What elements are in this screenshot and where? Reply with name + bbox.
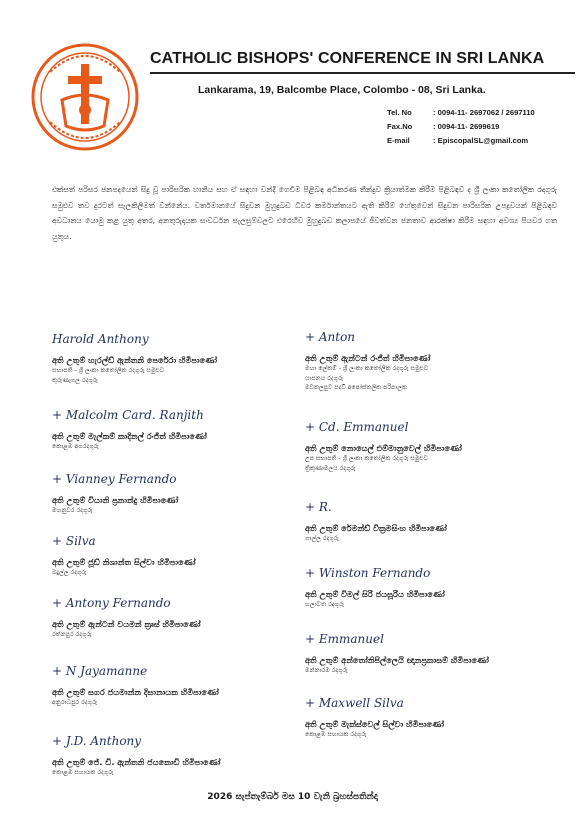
signature-block	[52, 472, 322, 516]
signatory-title: මහනුවර රදගුරු	[52, 507, 93, 514]
signatory-name: අති උතුම් මැල්කම් කාදිනල් රංජිත් හිමිපාණෝ	[52, 431, 207, 441]
signature-block	[52, 408, 322, 452]
handwritten-signature: + J.D. Anthony	[52, 734, 142, 748]
signatory-title: කොළඹ සහායක රදගුරු	[305, 731, 367, 738]
signatory-title: හලාවත රදගුරු	[305, 601, 345, 608]
signatory-name: අති උතුම් රේමන්ඩ් වික්‍රමසිංහ හිමිපාණෝ	[305, 523, 447, 533]
signature-block	[305, 632, 575, 676]
signature-block	[305, 566, 575, 610]
signatory-title: ත්‍රිකුණාමලය රදගුරු	[305, 464, 356, 472]
signatory-name: අති උතුම් සගර ජයමාන්න දිසානායක හිමිපාණෝ	[52, 687, 219, 697]
signature-block	[305, 330, 575, 393]
handwritten-signature: + Malcolm Card. Ranjith	[52, 408, 204, 422]
signatory-title: මඩකලපුව පදවි අපෝස්තලික පරිපාලක	[305, 384, 408, 391]
handwritten-signature: + Maxwell Silva	[305, 696, 404, 710]
statement-paragraph: එක්සත් පරිසර ජනපදයෙන් සිදු වූ පාරිසරික හානිය සහ ඒ සඳහා වන්දි ගෙවීම පිළිබඳ අධිකරණ තීන්දුව ක්‍රියාත්මක කිරීම පිළිබඳව ද ශ්‍රී ලංකා කතෝලික රදගුරු සමුළුව තව දුරටත් සැලකිලිමත් වන්නේය. වර්තමානයේ සිදුවන මුහුදුබඩ ධීවර කර්මාන්තයට ඇති කිරීම් හේතුවෙන් සිදුවන පාරිසරික උපද්‍රවයන් පිළිබඳව අවධානය යොමු කළ යුතු අතර, අනතුරුදායක සංවර්ධන සැලසුම්වලට එරෙහිව මුහුදුබඩ කලාපයේ ජීවත්වන ජනතාව ආරක්ෂා කිරීම සඳහා අවශ්‍ය පියවර ගත යුතුය.	[52, 185, 557, 241]
signatory-name: අති උතුම් මැක්ස්වෙල් සිල්වා හිමිපාණෝ	[305, 719, 445, 729]
handwritten-signature: + Antony Fernando	[52, 596, 171, 610]
handwritten-signature: + N Jayamanne	[52, 664, 148, 678]
signatory-name: අති උතුම් විමල් සිරි ජයසූරිය හිමිපාණෝ	[305, 589, 445, 599]
signatory-title: කුරුණෑගල රදගුරු	[52, 376, 99, 384]
signatory-title: අනුරාධපුර රදගුරු	[52, 699, 98, 706]
signature-block	[52, 332, 322, 385]
contact-block	[387, 106, 535, 148]
signatory-title: කොළඹ සහායක රදගුරු	[52, 769, 114, 776]
signatory-title: මන්නාරම රදගුරු	[305, 667, 348, 674]
signatory-name: අති උතුම් ඇන්ටන් වයමන් ක්‍රෘස් හිමිපාණෝ	[52, 619, 201, 629]
signatory-title: කොළඹ අගරදගුරු	[52, 443, 99, 450]
handwritten-signature: + Anton	[305, 330, 356, 344]
signature-block	[52, 596, 322, 640]
signature-block	[52, 664, 322, 708]
signature-block	[305, 696, 575, 740]
handwritten-signature: + Emmanuel	[305, 632, 384, 646]
signatory-title: ගාල්ල රදගුරු	[305, 535, 339, 542]
organization-address: Lankarama, 19, Balcombe Place, Colombo - 08, Sri Lanka.	[198, 84, 486, 96]
signatory-name: අති උතුම් නොයෙල් එම්මානුවෙල් හිමිපාණෝ	[305, 443, 462, 453]
handwritten-signature: + Silva	[52, 534, 96, 548]
document-date: 2026 සැප්තැම්බර් මස 10 වැනි බ්‍රහස්පතින්දා	[207, 792, 378, 802]
header-divider	[150, 72, 575, 74]
organization-name: CATHOLIC BISHOPS' CONFERENCE IN SRI LANKA	[150, 50, 545, 67]
signatory-title: යාපනය රදගුරු	[305, 374, 344, 382]
signatory-name: අති උතුම් වියානි ප්‍රනාන්දු හිමිපාණෝ	[52, 495, 179, 505]
signature-block	[52, 734, 322, 778]
signatory-name: අති උතුම් හැරල්ඩ් ඇන්තනි පෙරේරා හිමිපාණෝ	[52, 355, 218, 365]
handwritten-signature: + Winston Fernando	[305, 566, 431, 580]
contact-fax: Fax.No : 0094-11- 2699619	[387, 122, 500, 131]
handwritten-signature: + Cd. Emmanuel	[305, 420, 409, 434]
contact-email: E-mail : EpiscopalSL@gmail.com	[387, 136, 529, 145]
signature-block	[305, 500, 575, 544]
signatory-title: රත්නපුර රදගුරු	[52, 631, 92, 638]
conference-logo	[30, 42, 140, 152]
handwritten-signature: Harold Anthony	[52, 332, 149, 346]
handwritten-signature: + R.	[305, 500, 332, 514]
contact-tel: Tel. No : 0094-11- 2697062 / 2697110	[387, 108, 535, 117]
signatory-name: අති උතුම් ජේ. ඩී. ඇන්තනි ජයකොඩි හිමිපාණෝ	[52, 757, 221, 767]
signatory-name: අති උතුම් ජූඩ් නිශාන්ත සිල්වා හිමිපාණෝ	[52, 557, 196, 567]
handwritten-signature: + Vianney Fernando	[52, 472, 177, 486]
signatory-title: බදුල්ල රදගුරු	[52, 569, 87, 576]
signatory-name: අති උතුම් අන්තෝනිපිල්ලෙයි ඥානප්‍රකාසම් හිමිපාණෝ	[305, 655, 489, 665]
signatory-title: උප සභාපති - ශ්‍රී ලංකා කතෝලික රදගුරු සමුළුව	[305, 455, 428, 462]
signature-block	[305, 420, 575, 473]
signatory-name: අති උතුම් ඇන්ටන් රංජිත් හිමිපාණෝ	[305, 353, 431, 363]
signatory-title: සභාපති - ශ්‍රී ලංකා කතෝලික රදගුරු සමුළුව	[52, 367, 165, 374]
signature-block	[52, 534, 322, 578]
signatory-title: මහා ලේකම් - ශ්‍රී ලංකා කතෝලික රදගුරු සමුළුව	[305, 365, 429, 372]
